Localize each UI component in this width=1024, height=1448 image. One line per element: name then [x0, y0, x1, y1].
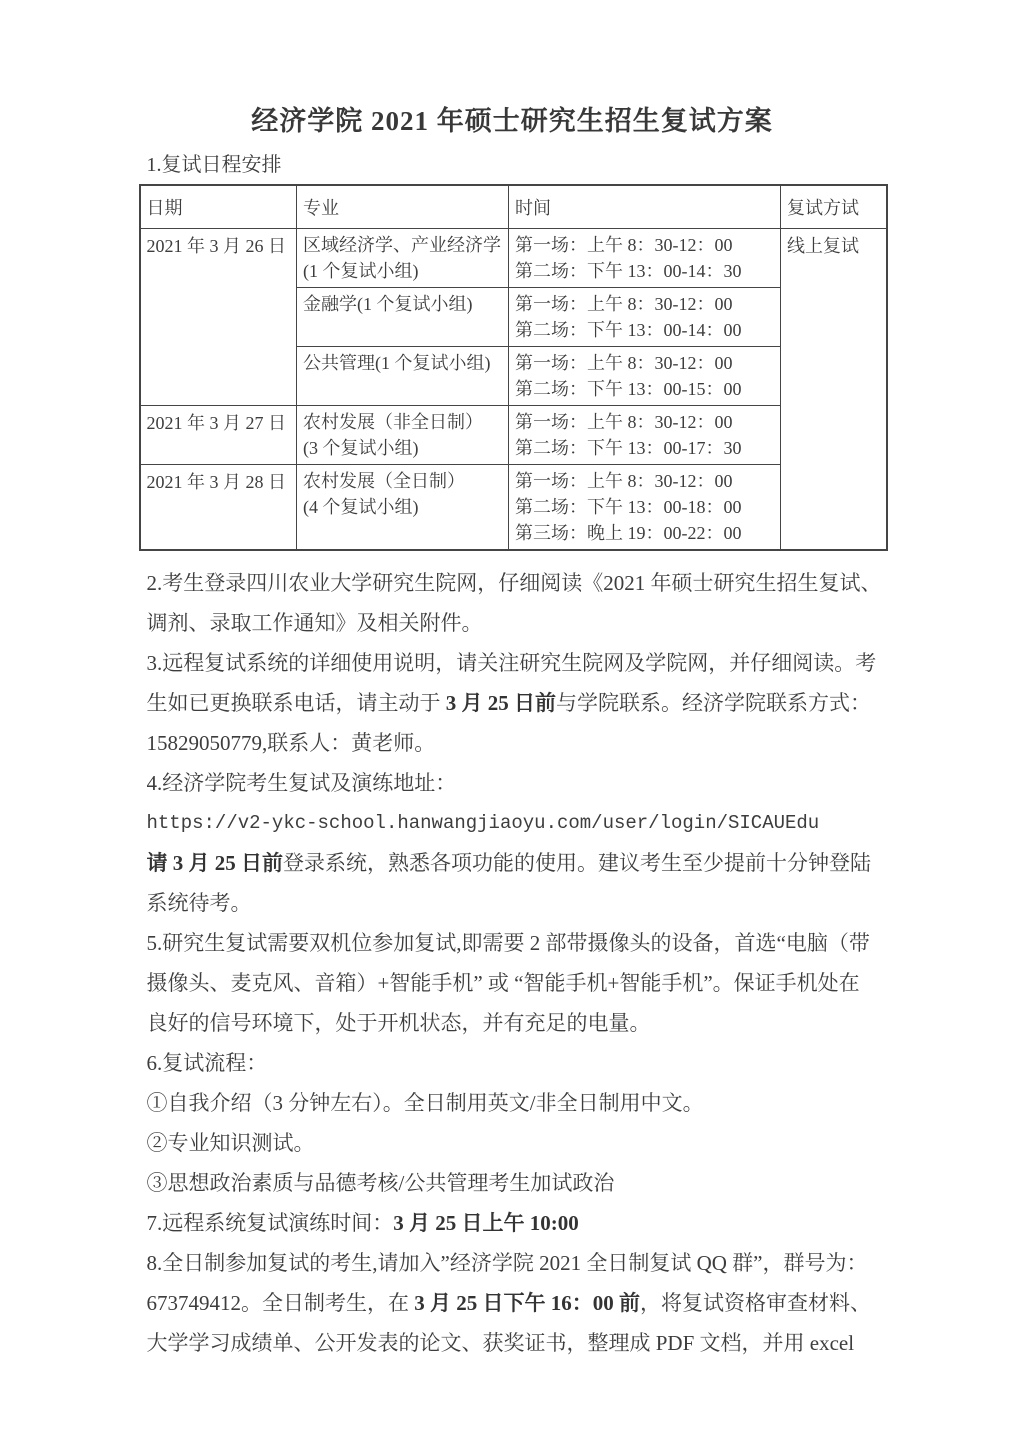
major-cell: [297, 464, 509, 550]
text-run: 系统待考。: [146, 890, 252, 915]
url-text: https://v2-ykc-school.hanwangjiaoyu.com/user/login/SICAUEdu: [146, 811, 820, 834]
major-line: 金融学(1 个复试小组): [303, 293, 473, 314]
text-run: 大学学习成绩单、公开发表的论文、获奖证书，整理成 PDF 文档，并用 excel: [146, 1330, 855, 1355]
time-line: 第二场：下午 13：00-14：30: [515, 260, 742, 281]
page-title: 经济学院 2021 年硕士研究生招生复试方案: [251, 106, 773, 136]
text-run: ，将复试资格审查材料、: [640, 1290, 871, 1315]
text-run: 登录系统，熟悉各项功能的使用。建议考生至少提前十分钟登陆: [283, 850, 871, 875]
time-line: 第二场：下午 13：00-17：30: [515, 437, 742, 458]
major-line: 公共管理(1 个复试小组): [303, 352, 491, 373]
major-line: 农村发展（全日制）: [303, 470, 465, 491]
deadline-bold-run: 3 月 25 日上午 10:00: [393, 1210, 579, 1235]
time-line: 第二场：下午 13：00-15：00: [515, 378, 742, 399]
text-run: 4.经济学院考生复试及演练地址：: [146, 770, 457, 795]
time-line: 第一场：上午 8：30-12：00: [515, 234, 733, 255]
para-5-line-2: [147, 963, 884, 1003]
date-cell-mar-27: 2021 年 3 月 27 日: [140, 405, 297, 464]
major-line: 区域经济学、产业经济学: [303, 234, 501, 255]
text-run: ①自我介绍（3 分钟左右）。全日制用英文/非全日制用中文。: [146, 1090, 704, 1115]
time-cell: [509, 464, 781, 550]
col-header-time: 时间: [509, 185, 781, 228]
major-line: (4 个复试小组): [303, 496, 419, 517]
col-header-date: 日期: [140, 185, 297, 228]
text-run: 2.考生登录四川农业大学研究生院网，仔细阅读《2021 年硕士研究生招生复试、: [146, 570, 882, 595]
para-2-line-1: [147, 563, 884, 603]
major-line: (3 个复试小组): [303, 437, 419, 458]
para-8-line-1: [147, 1243, 884, 1283]
major-cell: [297, 405, 509, 464]
text-run: 6.复试流程：: [146, 1050, 268, 1075]
para-4-line-1: [147, 763, 884, 803]
text-run: 调剂、录取工作通知》及相关附件。: [146, 610, 483, 635]
table-row-rural-dev-fulltime: [140, 464, 887, 550]
major-cell: [297, 287, 509, 346]
text-run: 良好的信号环境下，处于开机状态，并有充足的电量。: [146, 1010, 651, 1035]
document-page: [139, 0, 886, 1363]
time-cell: [509, 346, 781, 405]
para-6-heading: [147, 1043, 884, 1083]
time-line: 第一场：上午 8：30-12：00: [515, 293, 733, 314]
para-5-line-3: [147, 1003, 884, 1043]
text-run: 7.远程系统复试演练时间：: [146, 1210, 394, 1235]
time-line: 第一场：上午 8：30-12：00: [515, 470, 733, 491]
schedule-table: [139, 184, 888, 551]
time-line: 第三场：晚上 19：00-22：00: [515, 522, 742, 543]
table-row-regional-economics: [140, 228, 887, 287]
para-3-line-3-phone: [147, 723, 884, 763]
text-run: 与学院联系。经济学院联系方式：: [556, 690, 871, 715]
para-7-rehearsal-time: [147, 1203, 884, 1243]
deadline-bold-run: 3 月 25 日下午 16：00 前: [414, 1290, 640, 1315]
text-run: 生如已更换联系电话，请主动于: [146, 690, 446, 715]
deadline-bold-run: 请 3 月 25 日前: [146, 850, 283, 875]
time-line: 第二场：下午 13：00-14：00: [515, 319, 742, 340]
para-8-line-3: [147, 1323, 884, 1363]
text-run: 673749412。全日制考生，在: [146, 1290, 415, 1315]
para-4-line-4: [147, 883, 884, 923]
time-cell: [509, 228, 781, 287]
text-run: 摄像头、麦克风、音箱）+智能手机” 或 “智能手机+智能手机”。保证手机处在: [146, 970, 860, 995]
para-4-url: [147, 803, 884, 843]
para-2-line-2: [147, 603, 884, 643]
col-header-major: 专业: [297, 185, 509, 228]
text-run: ②专业知识测试。: [146, 1130, 315, 1155]
text-run: 3.远程复试系统的详细使用说明，请关注研究生院网及学院网，并仔细阅读。考: [146, 650, 877, 675]
para-4-line-3: [147, 843, 884, 883]
col-header-method: 复试方试: [781, 185, 887, 228]
document-body: [139, 563, 886, 1363]
procedure-step-1: [147, 1083, 884, 1123]
time-cell: [509, 287, 781, 346]
deadline-bold-run: 3 月 25 日前: [445, 690, 556, 715]
text-run: ③思想政治素质与品德考核/公共管理考生加试政治: [146, 1170, 615, 1195]
table-header-row: [140, 185, 887, 228]
text-run: 15829050779,联系人：黄老师。: [146, 730, 436, 755]
date-cell-mar-26: 2021 年 3 月 26 日: [140, 228, 297, 405]
para-3-line-2: [147, 683, 884, 723]
time-cell: [509, 405, 781, 464]
procedure-step-2: [147, 1123, 884, 1163]
para-3-line-1: [147, 643, 884, 683]
major-line: (1 个复试小组): [303, 260, 419, 281]
major-cell: [297, 228, 509, 287]
method-cell: 线上复试: [781, 228, 887, 550]
table-row-rural-dev-parttime: [140, 405, 887, 464]
time-line: 第一场：上午 8：30-12：00: [515, 352, 733, 373]
time-line: 第二场：下午 13：00-18：00: [515, 496, 742, 517]
text-run: 8.全日制参加复试的考生,请加入”经济学院 2021 全日制复试 QQ 群”，群号为：: [146, 1250, 868, 1275]
major-cell: [297, 346, 509, 405]
text-run: 5.研究生复试需要双机位参加复试,即需要 2 部带摄像头的设备，首选“电脑（带: [146, 930, 870, 955]
procedure-step-3: [147, 1163, 884, 1203]
date-cell-mar-28: 2021 年 3 月 28 日: [140, 464, 297, 550]
para-5-line-1: [147, 923, 884, 963]
section-1-heading: 1.复试日程安排: [146, 154, 282, 176]
major-line: 农村发展（非全日制）: [303, 411, 483, 432]
time-line: 第一场：上午 8：30-12：00: [515, 411, 733, 432]
para-8-line-2: [147, 1283, 884, 1323]
